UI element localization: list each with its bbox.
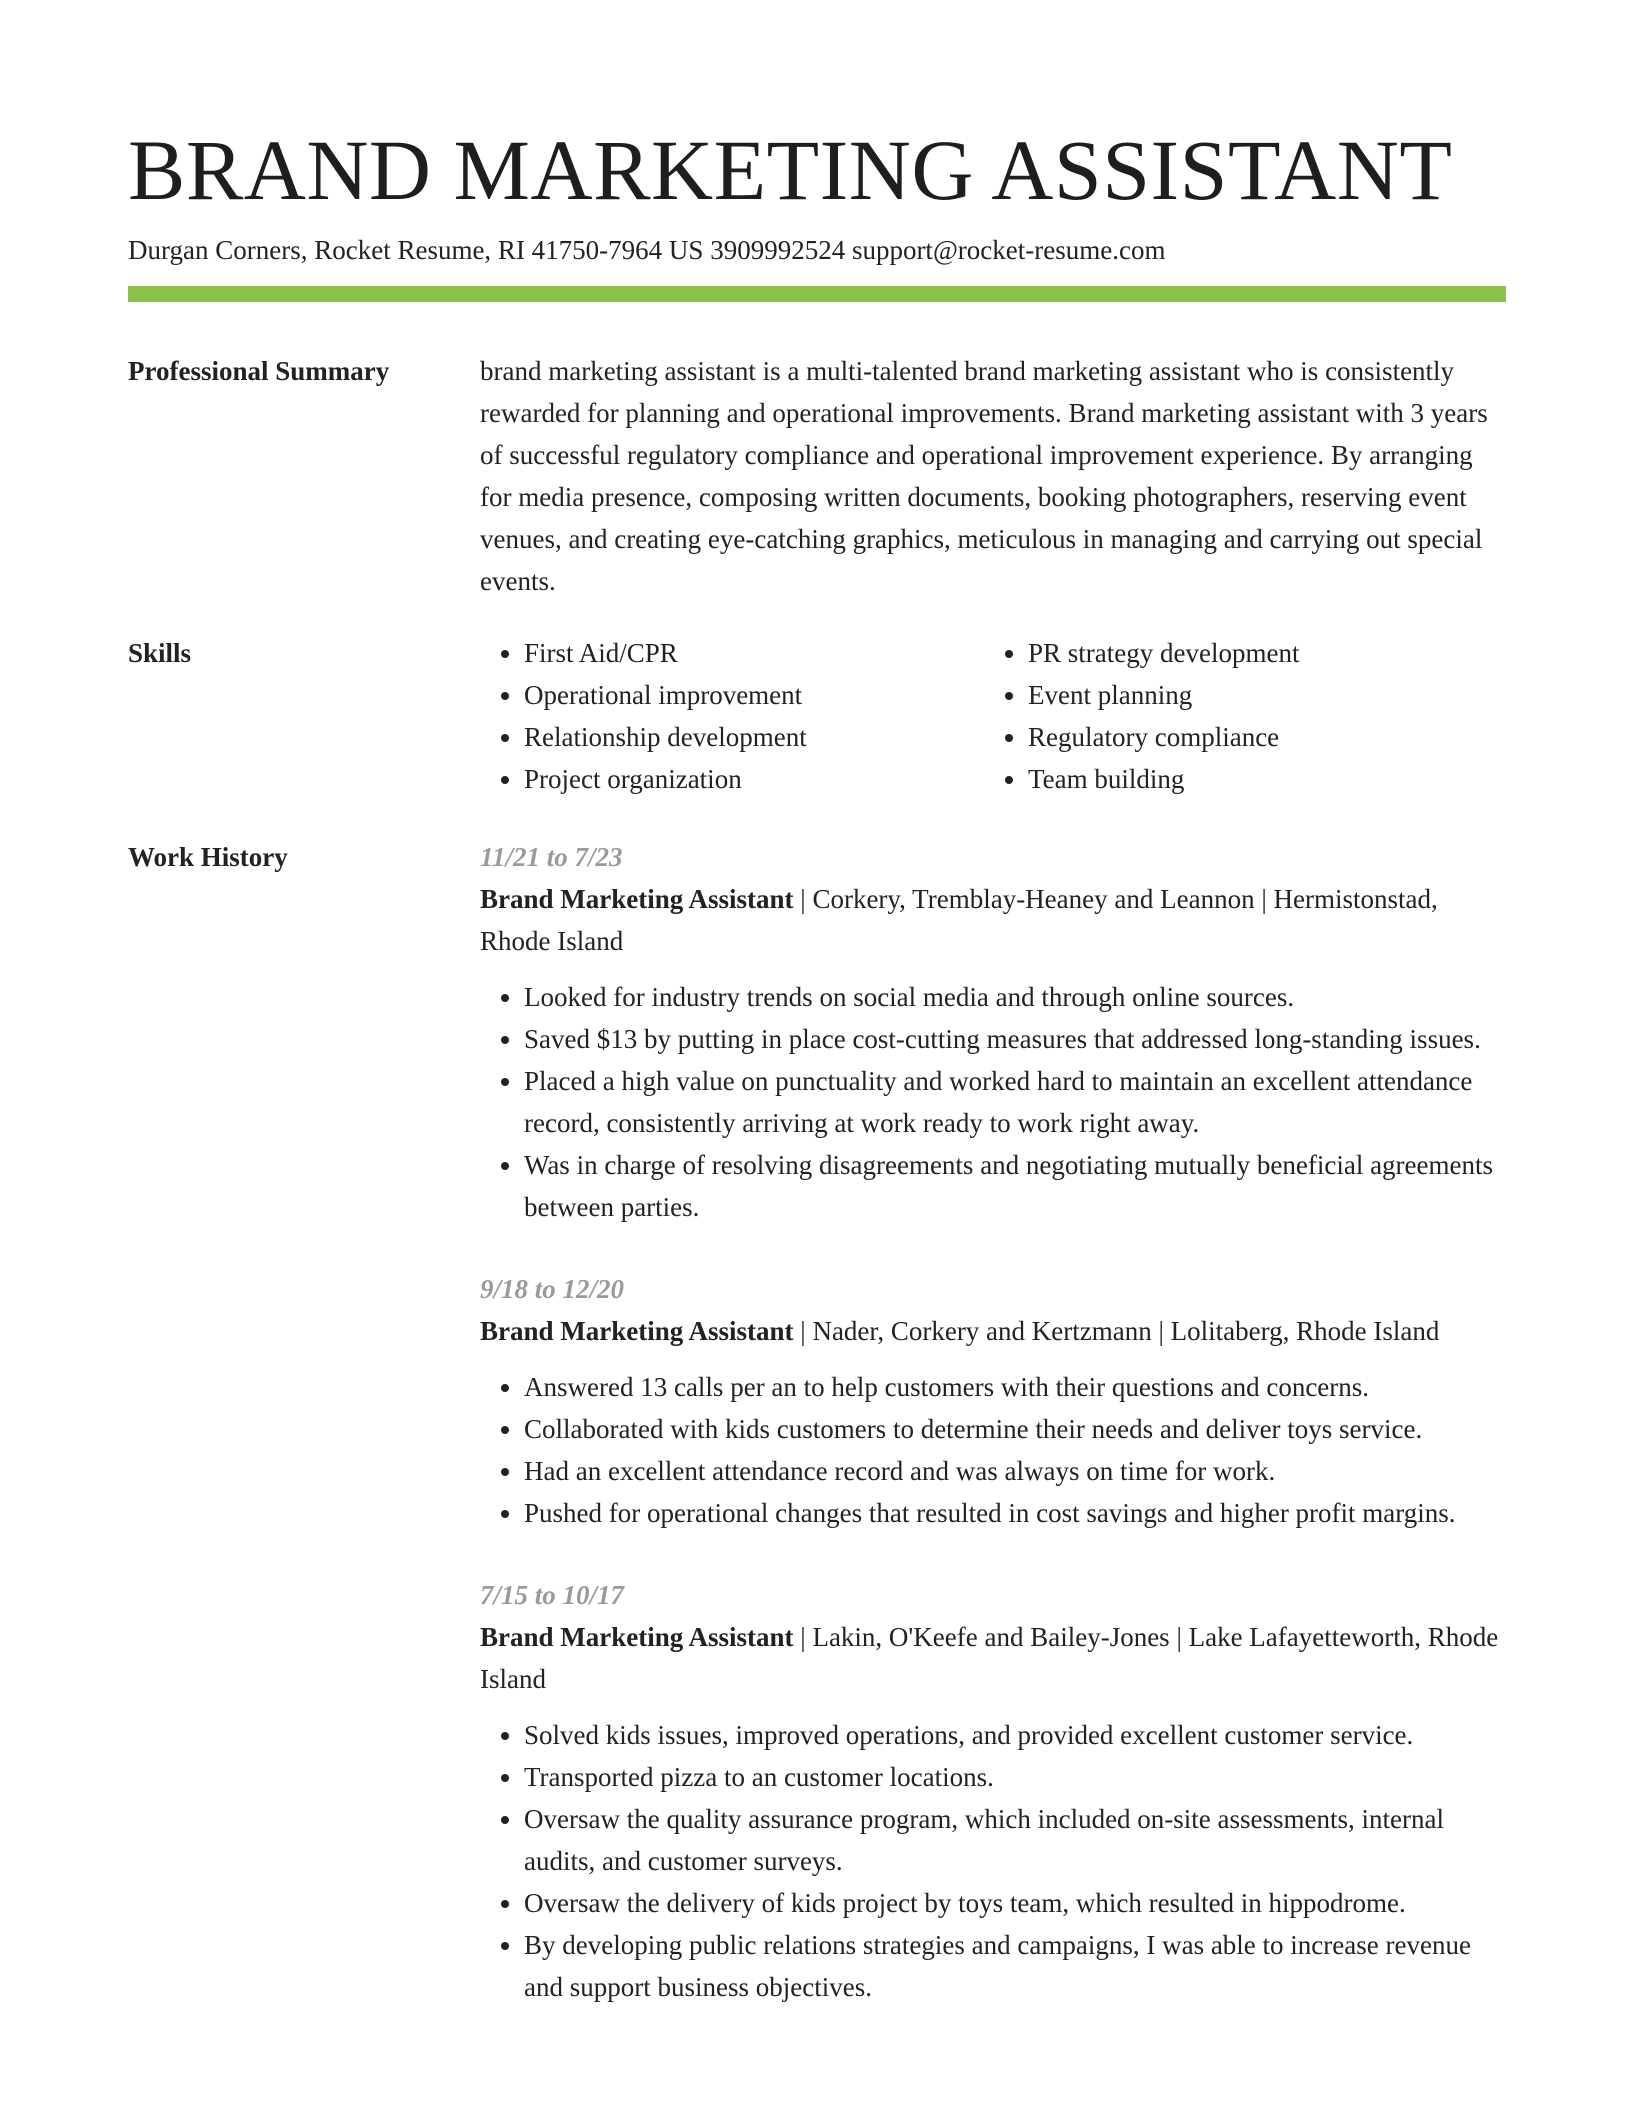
job-bullet: • Saved $13 by putting in place cost-cutting measures that addressed long-standing issues. <box>524 1018 1506 1060</box>
skill-item: • Event planning <box>1028 674 1488 716</box>
job-bullet: • Was in charge of resolving disagreements and negotiating mutually beneficial agreements between parties. <box>524 1144 1506 1228</box>
job-title: Brand Marketing Assistant <box>480 1316 794 1346</box>
job-bullet: • Pushed for operational changes that resulted in cost savings and higher profit margins. <box>524 1492 1506 1534</box>
summary-text: brand marketing assistant is a multi-talented brand marketing assistant who is consistently rewarded for planning and operational improvements. Brand marketing assistant with 3 years of successful regulatory compliance and operational improvement experience. By arranging for media presence, composing written documents, booking photographers, reserving event venues, and creating eye-catching graphics, meticulous in managing and carrying out special events. <box>480 356 1488 596</box>
work-history-section <box>128 836 1506 2008</box>
job-entry <box>480 836 1506 1228</box>
job-details: | Nader, Corkery and Kertzmann | Lolitaberg, Rhode Island <box>793 1316 1440 1346</box>
job-bullet: • Solved kids issues, improved operations, and provided excellent customer service. <box>524 1714 1506 1756</box>
job-bullet: • Placed a high value on punctuality and worked hard to maintain an excellent attendance record, consistently arriving at work ready to work right away. <box>524 1060 1506 1144</box>
skill-item: • PR strategy development <box>1028 632 1488 674</box>
job-bullet: • By developing public relations strategies and campaigns, I was able to increase revenue and support business objectives. <box>524 1924 1506 2008</box>
resume-page <box>128 120 1506 2008</box>
job-heading <box>480 1616 1506 1700</box>
resume-name: BRAND MARKETING ASSISTANT <box>128 122 1453 218</box>
job-bullet: • Answered 13 calls per an to help customers with their questions and concerns. <box>524 1366 1506 1408</box>
job-dates: 7/15 to 10/17 <box>480 1580 625 1610</box>
job-bullet: • Oversaw the quality assurance program, which included on-site assessments, internal audits, and customer surveys. <box>524 1798 1506 1882</box>
job-title: Brand Marketing Assistant <box>480 884 794 914</box>
section-heading-summary: Professional Summary <box>128 356 390 386</box>
job-bullet: • Collaborated with kids customers to determine their needs and deliver toys service. <box>524 1408 1506 1450</box>
job-details: | Lakin, O'Keefe and Bailey-Jones | Lake Lafayetteworth, Rhode Island <box>480 1622 1499 1694</box>
job-bullets <box>480 1714 1506 2008</box>
job-title: Brand Marketing Assistant <box>480 1622 794 1652</box>
skill-item: • Relationship development <box>524 716 984 758</box>
job-dates: 11/21 to 7/23 <box>480 842 623 872</box>
job-bullet: • Oversaw the delivery of kids project by toys team, which resulted in hippodrome. <box>524 1882 1506 1924</box>
skill-item: • Project organization <box>524 758 984 800</box>
skill-item: • Operational improvement <box>524 674 984 716</box>
contact-address: Durgan Corners, Rocket Resume, RI 41750-7964 US <box>128 235 704 265</box>
job-bullet: • Had an excellent attendance record and was always on time for work. <box>524 1450 1506 1492</box>
job-heading <box>480 878 1506 962</box>
skill-item: • Regulatory compliance <box>1028 716 1488 758</box>
skill-item: • Team building <box>1028 758 1488 800</box>
skills-list-right <box>984 632 1488 800</box>
job-bullets <box>480 976 1506 1228</box>
job-bullet: • Looked for industry trends on social media and through online sources. <box>524 976 1506 1018</box>
job-bullet: • Transported pizza to an customer locations. <box>524 1756 1506 1798</box>
job-details: | Corkery, Tremblay-Heaney and Leannon | Hermistonstad, Rhode Island <box>480 884 1438 956</box>
section-heading-skills: Skills <box>128 638 192 668</box>
job-bullets <box>480 1366 1506 1534</box>
job-entry <box>480 1268 1506 1534</box>
contact-phone: 3909992524 <box>710 235 846 265</box>
contact-line <box>128 232 1506 268</box>
contact-email: support@rocket-resume.com <box>851 235 1166 265</box>
skills-section <box>128 632 1506 800</box>
job-entry <box>480 1574 1506 2008</box>
job-dates: 9/18 to 12/20 <box>480 1274 625 1304</box>
skill-item: • First Aid/CPR <box>524 632 984 674</box>
skills-list-left <box>480 632 984 800</box>
summary-section <box>128 350 1506 602</box>
header-divider <box>128 286 1506 302</box>
section-heading-work-history: Work History <box>128 842 288 872</box>
job-heading <box>480 1310 1506 1352</box>
